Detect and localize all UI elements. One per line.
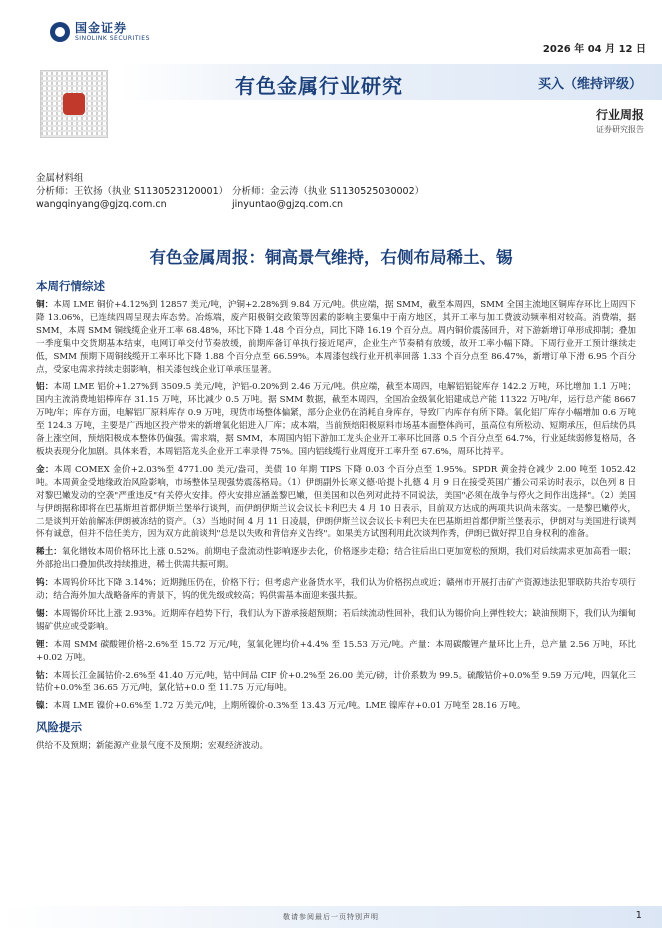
paragraph-nickel: 镍：本周 LME 镍价+0.6%至 1.72 万美元/吨，上期所镍价-0.3%至 13.43 万元/吨。LME 镍库存+0.01 万吨至 28.16 万吨。 — [36, 701, 526, 712]
paragraph-tungsten: 钨：本周钨价环比下降 3.14%；近期抛压仍在，价格下行；但考虑产业备货水平，我们认为价格拐点或近；赣州市开展打击矿产资源违法犯罪联防共治专项行动；结合海外加大战略备库的背景下，钨的优先级或较高；钨供需基本面迎来强共振。 — [36, 578, 636, 602]
report-type: 行业周报 — [595, 108, 644, 122]
rating: 买入（维持评级） — [537, 77, 642, 92]
report-header — [0, 0, 662, 150]
brand-mark-icon — [50, 22, 70, 42]
paragraph-lithium: 锂：本周 SMM 碳酸锂价格-2.6%至 15.72 万元/吨，氢氧化锂均价+4.4% 至 15.53 万元/吨。产量：本周碳酸锂产量环比上升，总产量 2.56 万吨，环比+0.02 万吨。 — [36, 639, 636, 663]
qr-code-icon — [40, 70, 108, 138]
paragraph-rare-earth: 稀土：氧化镨钕本周价格环比上涨 0.52%。前期电子盘流动性影响逐步去化，价格逐步走稳；结合往后出口更加宽松的预期，我们对后续需求更加高看一眼；外部抢出口叠加供改持续推进，稀土供需共振可期。 — [36, 547, 636, 571]
brand-logo — [50, 22, 150, 42]
summary-section — [36, 278, 636, 758]
paragraph-copper: 铜：本周 LME 铜价+4.12%到 12857 美元/吨，沪铜+2.28%到 9.84 万元/吨。供应端，据 SMM，截至本周四，SMM 全国主流地区铜库存环比上周四下降 13.06%，已连续四周呈现去库态势。冶炼端，废产阳极铜交政策等因素的影响主要集中于南方地区，其开工率与加工费波动频率相对较高。消费端，据 SMM，本周 SMM 铜线缆企业开工率 68.48%，环比下降 1.48 个百分点，同比下降 16.19 个百分点。周内铜价震荡回升，对下游新增订单形成抑制；叠加一季度集中交货期基本结束，电网订单交付节奏放缓，前期库备订单执行接近尾声，企业生产节奏稍有放缓，故开工率小幅下降。下周行业开工预计继续走低，SMM 预期下周铜线缆开工率环比下降 1.88 个百分点至 66.59%。本周漆包线行业开机率回落 1.33 个百分点至 86.47%，新增订单下滑 6.95 个百分点，受家电需求持续走弱影响，相关漆包线企业订单承压显著。 — [36, 300, 636, 375]
page-number: 1 — [635, 910, 642, 921]
analyst-1-email[interactable]: wangqinyang@gjzq.com.cn — [36, 199, 167, 210]
risk-text: 供给不及预期；新能源产业景气度不及预期；宏观经济波动。 — [36, 741, 269, 752]
banner-title: 有色金属行业研究 — [235, 74, 403, 98]
paragraph-aluminum: 铝：本周 LME 铝价+1.27%到 3509.5 美元/吨，沪铝-0.20%到 2.46 万元/吨。供应端，截至本周四，电解铝铝锭库存 142.2 万吨，环比增加 1.1 万吨；国内主流消费地铝棒库存 31.15 万吨，环比减少 0.5 万吨。据 SMM 数据，截至本周四，全国冶金级氧化铝建成总产能 11322 万吨/年，运行总产能 8667 万吨/年；库存方面，电解铝厂原料库存 0.9 万吨，现货市场整体偏紧，部分企业仍在消耗自身库存，导致厂内库存有所下降。氧化铝厂库存小幅增加 0.6 万吨至 124.3 万吨，主要是广西地区投产带来的新增氧化铝进入厂库；成本端，当前预焙阳极原料市场基本面整体尚可，虽高位有所松动、短期承压，但后续仍具备上涨空间，预焙阳极成本整体仍偏强。需求端，据 SMM，本周国内铝下游加工龙头企业开工率环比回落 0.5 个百分点至 64.7%，行业延续弱修复格局，各板块表现分化加剧。具体来看，本周铝箔龙头企业开工率录得 75%。国内铝线缆行业周度开工率升至 67.6%，周环比持平。 — [36, 382, 636, 457]
analyst-1-name: 分析师：王钦扬（执业 S1130523120001） — [36, 186, 229, 197]
title-banner — [120, 64, 662, 100]
analyst-2-email[interactable]: jinyuntao@gjzq.com.cn — [232, 199, 344, 210]
analyst-info — [36, 172, 636, 211]
risk-heading: 风险提示 — [36, 720, 82, 735]
analyst-2-name: 分析师：金云涛（执业 S1130525030002） — [232, 186, 425, 197]
summary-heading: 本周行情综述 — [36, 279, 105, 293]
report-title: 有色金属周报：铜高景气维持，右侧布局稀土、锡 — [149, 248, 513, 267]
paragraph-gold: 金：本周 COMEX 金价+2.03%至 4771.00 美元/盎司，美债 10 年期 TIPS 下降 0.03 个百分点至 1.95%。SPDR 黄金持仓减少 2.00 吨至 1052.42 吨。本周黄金受地缘政治风险影响，市场整体呈现强势震荡格局。（1）伊朗副外长寒义德·哈提卜扎德 4 月 9 日在接受英国广播公司采访时表示，以色列 8 日对黎巴嫩发动的空袭"严重违反"有关停火安排。停火安排应涵盖黎巴嫩，但美国和以色列对此持不同说法，美国"必须在战争与停火之间作出选择"。（2）美国与伊朗据称即将在巴基斯坦首都伊斯兰堡举行谈判，而伊朗伊斯兰议会议长卡利巴夫 4 月 10 日表示，目前双方达成的两项共识尚未落实。一是黎巴嫩停火，二是谈判开始前解冻伊朗被冻结的资产。（3）当地时间 4 月 11 日凌晨，伊朗伊斯兰议会议长卡利巴夫在巴基斯坦首都伊斯兰堡表示，伊朗对与美国进行谈判怀有诚意，但并不信任美方，因为双方此前谈判"总是以失败和背信弃义告终"。如果美方试图利用此次谈判作秀，伊朗已做好捍卫自身权利的准备。 — [36, 464, 636, 540]
report-subtype: 证券研究报告 — [596, 125, 644, 134]
paragraph-cobalt: 钴：本周长江金属钴价-2.6%至 41.40 万元/吨，钴中间品 CIF 价+0.2%至 26.00 美元/磅，计价系数为 99.5。硫酸钴价+0.0%至 9.59 万元/吨，四氧化三钴价+0.0%至 36.65 万元/吨，氯化钴+0.0 至 11.75 万元/每吨。 — [36, 670, 636, 694]
footer-disclaimer[interactable]: 敬请参阅最后一页特别声明 — [283, 913, 379, 921]
analyst-group: 金属材料组 — [36, 173, 84, 184]
page-footer — [0, 906, 662, 936]
brand-name-en: SINOLINK SECURITIES — [75, 35, 150, 42]
qr-center-logo-icon — [63, 93, 85, 115]
brand-name: 国金证券 — [75, 21, 128, 35]
paragraph-tin: 锡：本周锡价环比上涨 2.93%。近期库存趋势下行，我们认为下游承接超预期；若后续流动性回补，我们认为锡价向上弹性较大；缺油预期下，我们认为缅甸锡矿供应或受影响。 — [36, 608, 636, 632]
report-date: 2026 年 04 月 12 日 — [542, 44, 646, 55]
